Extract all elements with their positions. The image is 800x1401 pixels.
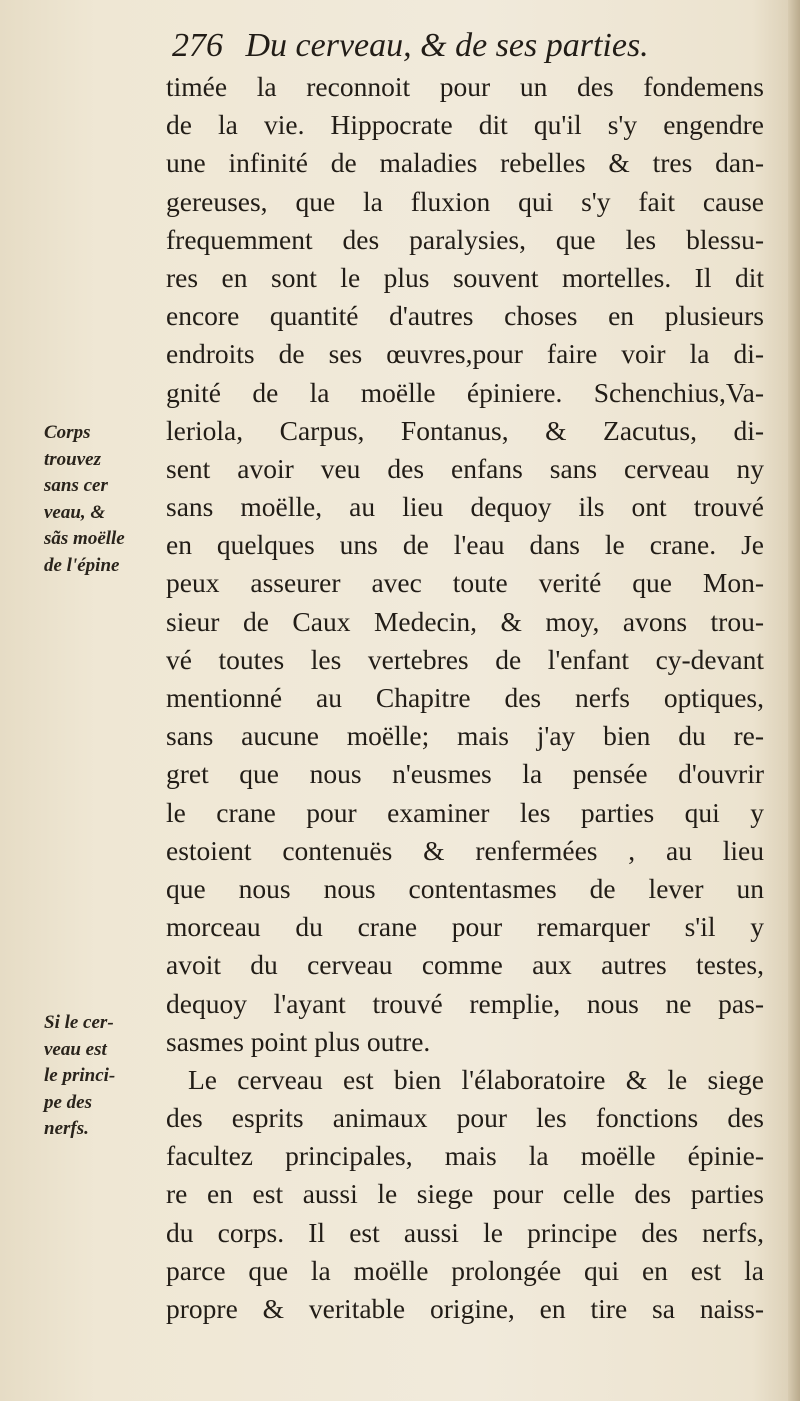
text-line: Le cerveau est bien l'élaboratoire & le siege [188,1063,764,1095]
margin-note-line: Corps [44,422,91,443]
text-line: une infinité de maladies rebelles & tres dan- [166,147,764,179]
text-line: sans aucune moëlle; mais j'ay bien du re- [166,720,764,752]
text-line: mentionné au Chapitre des nerfs optiques, [166,682,764,713]
margin-note-line: sans cer [44,475,108,496]
text-line: du corps. Il est aussi le principe des nerfs, [166,1216,764,1248]
text-line: sans moëlle, au lieu dequoy ils ont trouvé [166,491,764,523]
text-line: de la vie. Hippocrate dit qu'il s'y engendre [166,109,764,141]
page-edge [788,0,800,1401]
margin-note-line: pe des [44,1091,93,1113]
text-line: estoient contenuës & renfermées , au lieu [166,834,764,866]
text-line: gereuses, que la fluxion qui s'y fait cause [166,185,764,217]
text-line: endroits de ses œuvres,pour faire voir la di- [166,338,764,370]
margin-note-line: le princi- [44,1065,116,1086]
text-line: propre & veritable origine, en tire sa naiss- [166,1293,764,1324]
text-line: dequoy l'ayant trouvé remplie, nous ne pas- [166,987,764,1019]
text-line: le crane pour examiner les parties qui y [166,796,764,828]
text-line: re en est aussi le siege pour celle des parties [166,1178,764,1210]
margin-note-line: trouvez [44,448,101,470]
text-line: res en sont le plus souvent mortelles. Il dit [166,261,764,293]
text-line: sieur de Caux Medecin, & moy, avons trou- [166,605,764,637]
text-line: avoit du cerveau comme aux autres testes, [166,949,764,981]
text-line: des esprits animaux pour les fonctions des [166,1102,764,1134]
margin-note-2 [44,1010,162,1143]
margin-note-line: veau est [44,1038,107,1060]
page-number: 276 [172,27,223,64]
text-line: que nous nous contentasmes de lever un [166,872,764,904]
text-line: vé toutes les vertebres de l'enfant cy-devant [166,643,764,675]
text-line: gnité de la moëlle épiniere. Schenchius,Va- [166,376,764,408]
text-line: en quelques uns de l'eau dans le crane. Je [166,529,764,561]
margin-note-line: Si le cer- [44,1012,114,1033]
running-title: Du cerveau, & de ses parties. [245,27,649,64]
text-line: frequemment des paralysies, que les blessu- [166,223,764,255]
margin-note-line: nerfs. [44,1118,89,1139]
text-line: facultez principales, mais la moëlle épinie- [166,1140,764,1172]
text-line: encore quantité d'autres choses en plusieurs [166,300,764,332]
text-line: sent avoir veu des enfans sans cerveau ny [166,452,764,484]
text-line: parce que la moëlle prolongée qui en est la [166,1254,764,1286]
text-line: leriola, Carpus, Fontanus, & Zacutus, di- [166,414,764,446]
margin-note-line: de l'épine [44,554,120,576]
text-line: peux asseurer avec toute verité que Mon- [166,567,764,599]
text-line: gret que nous n'eusmes la pensée d'ouvrir [166,758,764,790]
text-line: timée la reconnoit pour un des fondemens [166,71,764,102]
margin-note-line: veau, & [44,501,106,523]
text-line: sasmes point plus outre. [166,1025,431,1057]
text-line: morceau du crane pour remarquer s'il y [166,911,764,943]
margin-note-1 [44,420,162,579]
body-text [166,68,764,1328]
page-header [172,22,772,70]
margin-note-line: sãs moëlle [44,528,125,549]
